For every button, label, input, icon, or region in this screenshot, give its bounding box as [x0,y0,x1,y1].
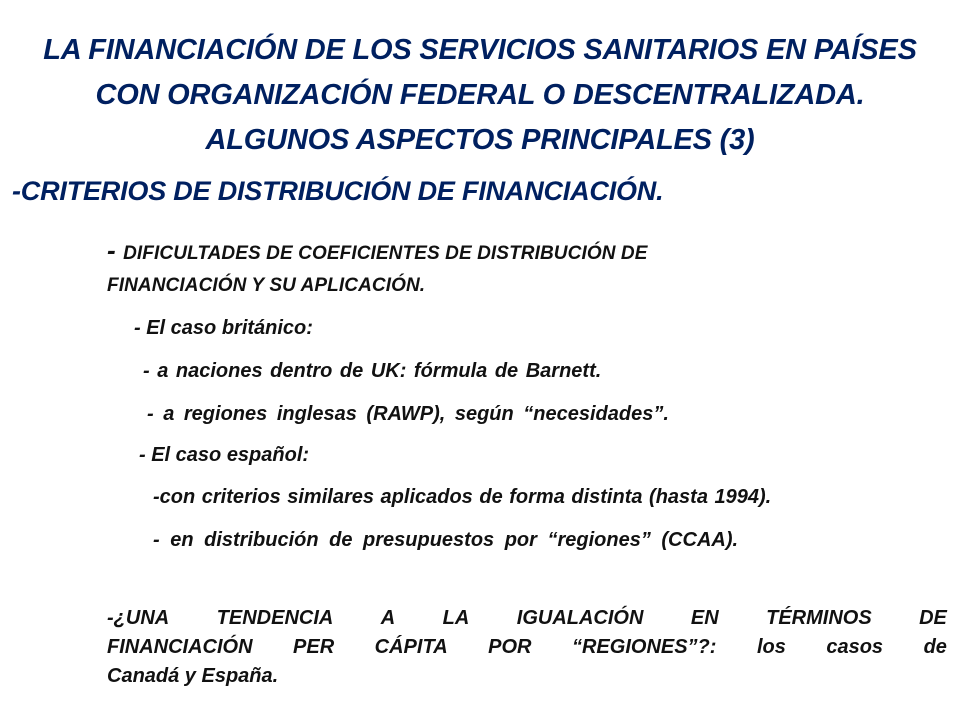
question-word: EN [690,607,719,629]
subheading-line-1-text: DIFICULTADES DE COEFICIENTES DE DISTRIBUCIÓN DE [123,243,648,264]
item-uk-regions: - a regiones inglesas (RAWP), según “necesidades”. [147,403,669,425]
item-es-criteria: -con criterios similares aplicados de forma distinta (hasta 1994). [153,486,772,508]
question-word: DE [919,607,947,629]
item-uk-nations: - a naciones dentro de UK: fórmula de Barnett. [143,360,602,382]
question-word: PER [293,636,335,658]
item-es-budgets: - en distribución de presupuestos por “regiones” (CCAA). [153,529,739,551]
question-word: los [756,636,786,658]
question-word: -¿UNA [107,607,170,629]
question-word: casos [826,636,884,658]
subheading [107,230,807,306]
question-line-1 [107,604,947,633]
question-word: A [380,607,396,629]
question-word: LA [442,607,470,629]
question-word: TENDENCIA [216,607,334,629]
slide-title [20,28,940,163]
subheading-dash: - [107,235,124,265]
question-word: CÁPITA [374,636,448,658]
question-word: de [923,636,947,658]
title-line-1: LA FINANCIACIÓN DE LOS SERVICIOS SANITARIOS EN PAÍSES [43,34,917,66]
question-word: “REGIONES”?: [571,636,717,658]
subheading-line-2: FINANCIACIÓN Y SU APLICACIÓN. [107,275,426,296]
question-word: IGUALACIÓN [516,607,644,629]
question-word: POR [488,636,532,658]
question-line-2 [107,633,947,662]
item-uk-case: - El caso británico: [134,317,313,339]
question-line-3: Canadá y España. [107,665,279,687]
item-es-case: - El caso español: [139,444,310,466]
title-line-3: ALGUNOS ASPECTOS PRINCIPALES (3) [205,124,755,156]
question-paragraph [107,604,947,691]
question-word: TÉRMINOS [766,607,872,629]
section-heading: -CRITERIOS DE DISTRIBUCIÓN DE FINANCIACIÓN. [12,176,664,206]
title-line-2: CON ORGANIZACIÓN FEDERAL O DESCENTRALIZADA. [95,79,865,111]
question-word: FINANCIACIÓN [107,636,253,658]
